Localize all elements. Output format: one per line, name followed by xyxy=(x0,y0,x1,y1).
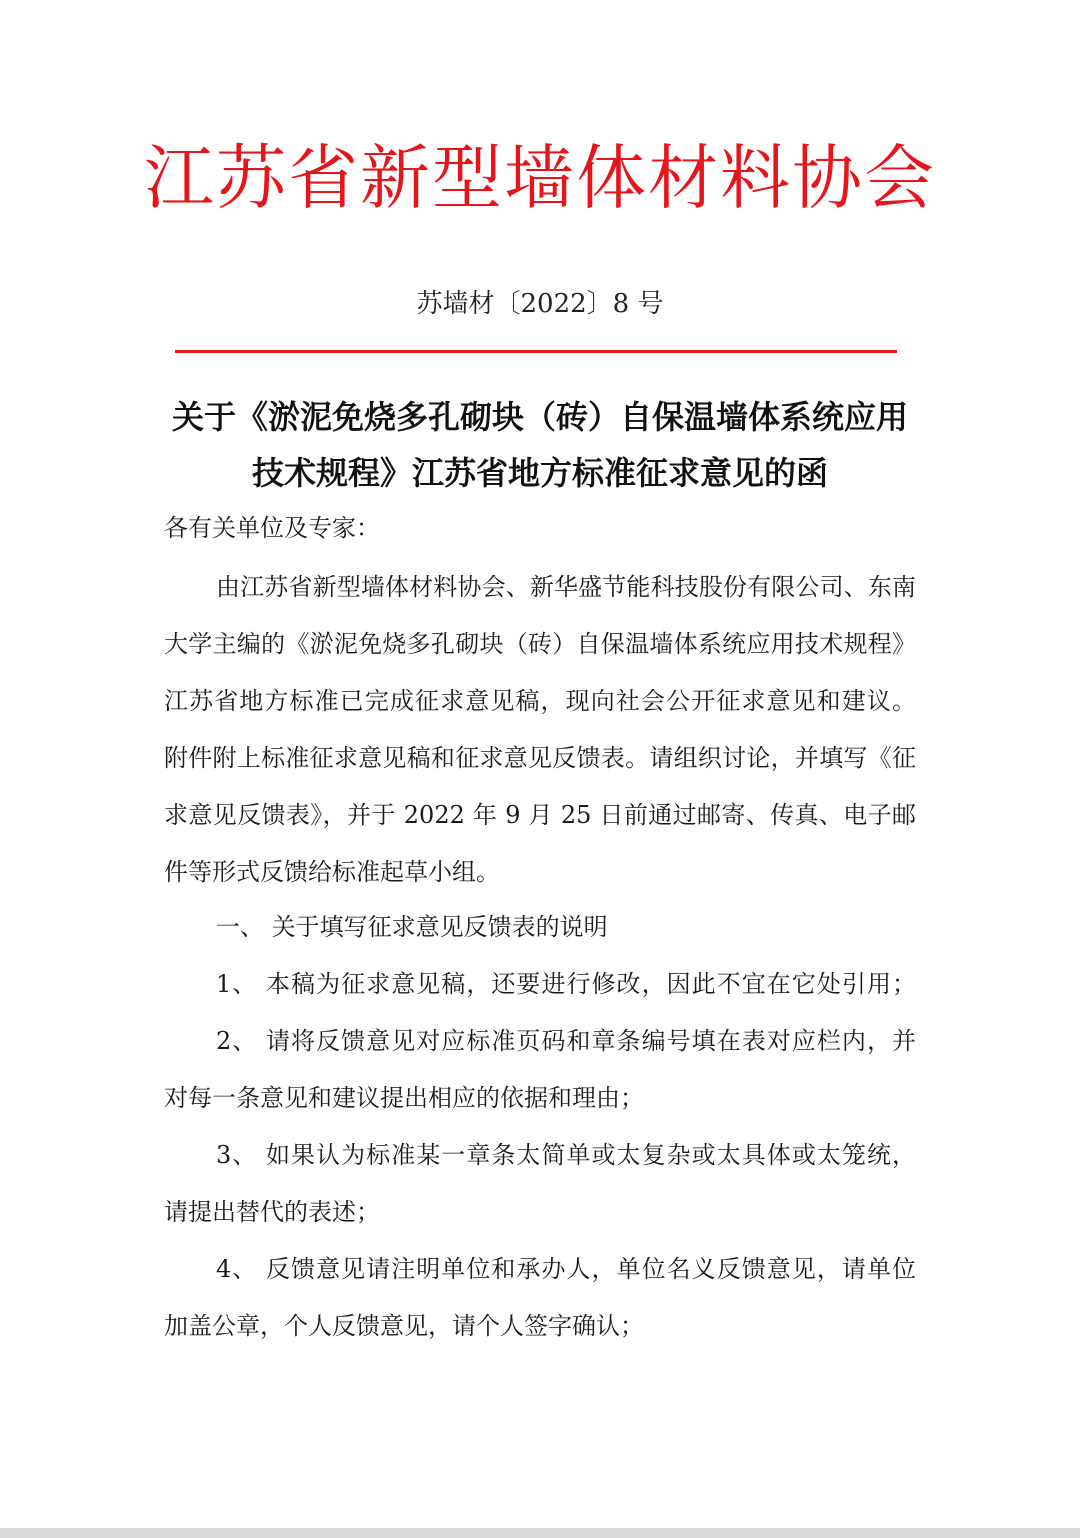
organization-header: 江苏省新型墙体材料协会 xyxy=(144,137,936,219)
salutation: 各有关单位及专家： xyxy=(164,514,380,542)
body-paragraph-line: 大学主编的《淤泥免烧多孔砌块（砖）自保温墙体系统应用技术规程》 xyxy=(164,630,916,658)
list-item-line: 3、 如果认为标准某一章条太简单或太复杂或太具体或太笼统， xyxy=(216,1141,916,1169)
document-number: 苏墙材〔2022〕8 号 xyxy=(416,289,664,319)
list-item-line: 加盖公章，个人反馈意见，请个人签字确认； xyxy=(164,1312,644,1340)
page-bottom-edge xyxy=(0,1528,1080,1538)
list-item-line: 1、 本稿为征求意见稿，还要进行修改，因此不宜在它处引用； xyxy=(216,970,916,998)
red-divider-line xyxy=(175,350,897,353)
section-heading: 一、 关于填写征求意见反馈表的说明 xyxy=(216,913,608,941)
body-paragraph-line: 江苏省地方标准已完成征求意见稿，现向社会公开征求意见和建议。 xyxy=(164,687,916,715)
list-item-line: 4、 反馈意见请注明单位和承办人，单位名义反馈意见，请单位 xyxy=(216,1255,916,1283)
body-paragraph-line: 附件附上标准征求意见稿和征求意见反馈表。请组织讨论，并填写《征 xyxy=(164,744,916,772)
body-paragraph-line: 求意见反馈表》，并于 2022 年 9 月 25 日前通过邮寄、传真、电子邮 xyxy=(164,801,916,829)
body-paragraph-line: 由江苏省新型墙体材料协会、新华盛节能科技股份有限公司、东南 xyxy=(216,573,916,601)
list-item-line: 2、 请将反馈意见对应标准页码和章条编号填在表对应栏内，并 xyxy=(216,1027,916,1055)
document-title-line-1: 关于《淤泥免烧多孔砌块（砖）自保温墙体系统应用 xyxy=(171,398,908,436)
document-title-line-2: 技术规程》江苏省地方标准征求意见的函 xyxy=(251,454,828,492)
body-paragraph-line: 件等形式反馈给标准起草小组。 xyxy=(164,858,500,886)
list-item-line: 对每一条意见和建议提出相应的依据和理由； xyxy=(164,1084,644,1112)
list-item-line: 请提出替代的表述； xyxy=(164,1198,380,1226)
